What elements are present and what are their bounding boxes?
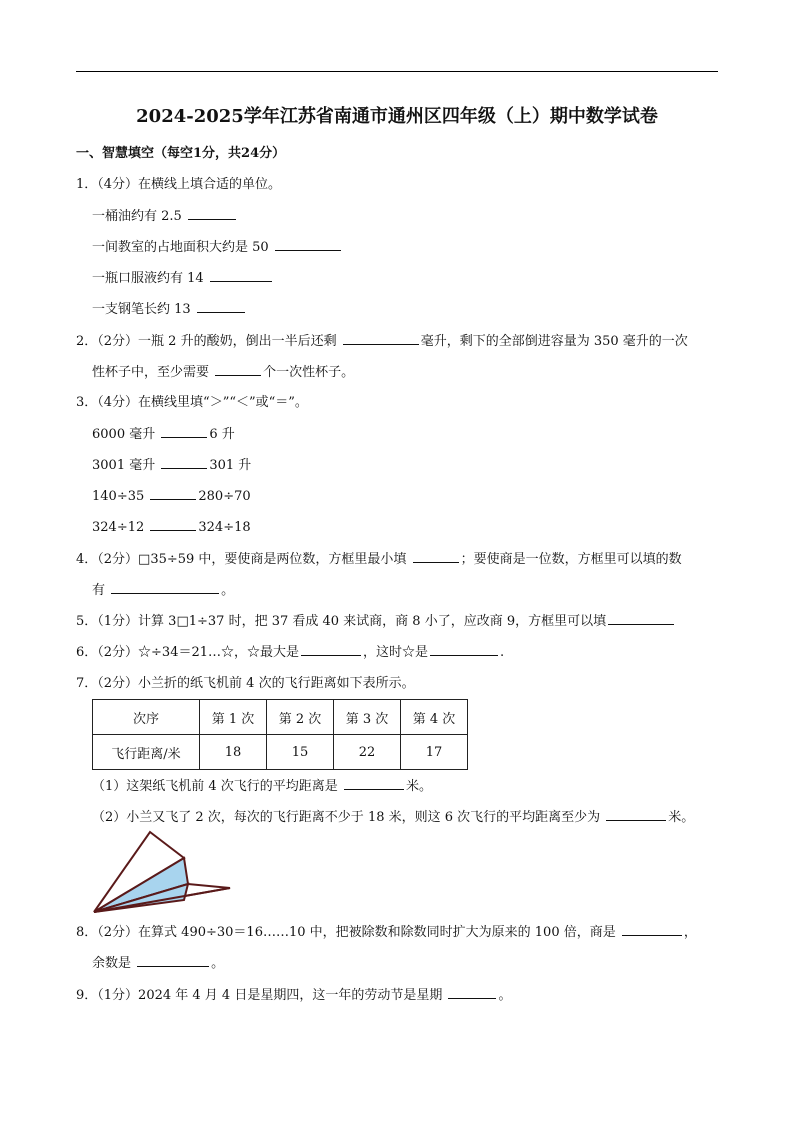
answer-blank[interactable] [188,208,236,220]
q3-line-b [92,457,251,474]
q6-part2: ，这时☆是 [363,645,429,660]
q9-part2: 。 [498,988,512,1003]
answer-blank[interactable] [606,809,666,821]
q4-part4: 。 [221,583,235,598]
q8-part1: 8．（2分）在算式 490÷30＝16……10 中，把被除数和除数同时扩大为原来的 100 倍，商是 [76,925,616,940]
q1-line-b [92,239,343,256]
answer-blank[interactable] [344,778,404,790]
q3-line-a [92,426,235,443]
q7-sub1-unit: 米。 [405,779,432,794]
q2-line1 [76,333,688,350]
table-row [93,735,468,770]
answer-blank[interactable] [413,551,459,563]
q3-c-right: 280÷70 [198,489,251,504]
answer-blank[interactable] [448,987,496,999]
answer-blank[interactable] [215,364,261,376]
table-cell: 22 [334,735,401,770]
q7-sub1-text: （1）这架纸飞机前 4 次飞行的平均距离是 [92,779,338,794]
q8-line2 [92,955,224,972]
q3-a-right: 6 升 [209,427,235,442]
table-row-label: 飞行距离/米 [93,735,200,770]
table-header-cell: 次序 [93,700,200,735]
q3-d-right: 324÷18 [198,520,251,535]
q8-part3: 余数是 [92,956,132,971]
distance-table [92,699,468,770]
page-title: 2024-2025学年江苏省南通市通州区四年级（上）期中数学试卷 [136,106,658,127]
q4-part2: ；要使商是一位数，方框里可以填的数 [460,552,682,567]
answer-blank[interactable] [622,924,682,936]
q7-sub2-unit: 米。 [668,810,695,825]
table-header-cell: 第 2 次 [267,700,334,735]
q3-c-left: 140÷35 [92,489,145,504]
q1-stem: 1．（4分）在横线上填合适的单位。 [76,177,282,192]
q6-line [76,644,504,661]
paper-plane-illustration [92,830,234,916]
q1-line-c [92,270,274,287]
table-header-cell: 第 4 次 [401,700,468,735]
q8-line1 [76,924,697,941]
q4-line1 [76,551,682,568]
table-cell: 15 [267,735,334,770]
table-header-cell: 第 1 次 [200,700,267,735]
q9-line [76,987,512,1004]
q3-a-left: 6000 毫升 [92,427,156,442]
q2-part3: 性杯子中，至少需要 [92,365,210,380]
q1-c-text: 一瓶口服液约有 14 [92,271,204,286]
q1-b-text: 一间教室的占地面积大约是 50 [92,240,269,255]
q7-sub2 [92,809,694,826]
table-cell: 18 [200,735,267,770]
q9-part1: 9．（1分）2024 年 4 月 4 日是星期四，这一年的劳动节是星期 [76,988,443,1003]
q1-a-text: 一桶油约有 2.5 [92,209,182,224]
answer-blank[interactable] [343,333,419,345]
q1-line-a [92,208,238,225]
q3-stem: 3．（4分）在横线里填“＞”“＜”或“＝”。 [76,395,308,410]
q3-b-left: 3001 毫升 [92,458,156,473]
q5-line [76,613,676,630]
answer-blank[interactable] [608,613,674,625]
answer-blank[interactable] [161,457,207,469]
q8-part2: ， [683,925,697,940]
q7-sub1 [92,778,432,795]
q3-b-right: 301 升 [209,458,252,473]
table-cell: 17 [401,735,468,770]
q6-part1: 6．（2分）☆÷34＝21…☆，☆最大是 [76,645,300,660]
q1-line-d [92,301,247,318]
q4-part1: 4．（2分）□35÷59 中，要使商是两位数，方框里最小填 [76,552,407,567]
answer-blank[interactable] [150,488,196,500]
q2-line2 [92,364,354,381]
q7-stem: 7．（2分）小兰折的纸飞机前 4 次的飞行距离如下表所示。 [76,676,415,691]
q4-part3: 有 [92,583,106,598]
answer-blank[interactable] [430,644,498,656]
q1-d-text: 一支钢笔长约 13 [92,302,191,317]
answer-blank[interactable] [197,301,245,313]
q3-d-left: 324÷12 [92,520,145,535]
q3-line-c [92,488,251,505]
q2-part2: 毫升，剩下的全部倒进容量为 350 毫升的一次 [420,334,688,349]
answer-blank[interactable] [111,582,219,594]
q6-part3: . [500,645,505,660]
answer-blank[interactable] [161,426,207,438]
table-header-row [93,700,468,735]
answer-blank[interactable] [301,644,361,656]
top-rule [76,71,718,72]
answer-blank[interactable] [137,955,209,967]
q5-text: 5．（1分）计算 3□1÷37 时，把 37 看成 40 来试商，商 8 小了，应改商 9，方框里可以填 [76,614,607,629]
q8-part4: 。 [211,956,225,971]
answer-blank[interactable] [275,239,341,251]
answer-blank[interactable] [210,270,272,282]
q3-line-d [92,519,251,536]
q7-sub2-text: （2）小兰又飞了 2 次，每次的飞行距离不少于 18 米，则这 6 次飞行的平均距离至少为 [92,810,601,825]
section-heading: 一、智慧填空（每空1分，共24分） [76,146,286,161]
q2-part1: 2．（2分）一瓶 2 升的酸奶，倒出一半后还剩 [76,334,337,349]
answer-blank[interactable] [150,519,196,531]
q4-line2 [92,582,234,599]
table-header-cell: 第 3 次 [334,700,401,735]
q2-part4: 个一次性杯子。 [263,365,355,380]
